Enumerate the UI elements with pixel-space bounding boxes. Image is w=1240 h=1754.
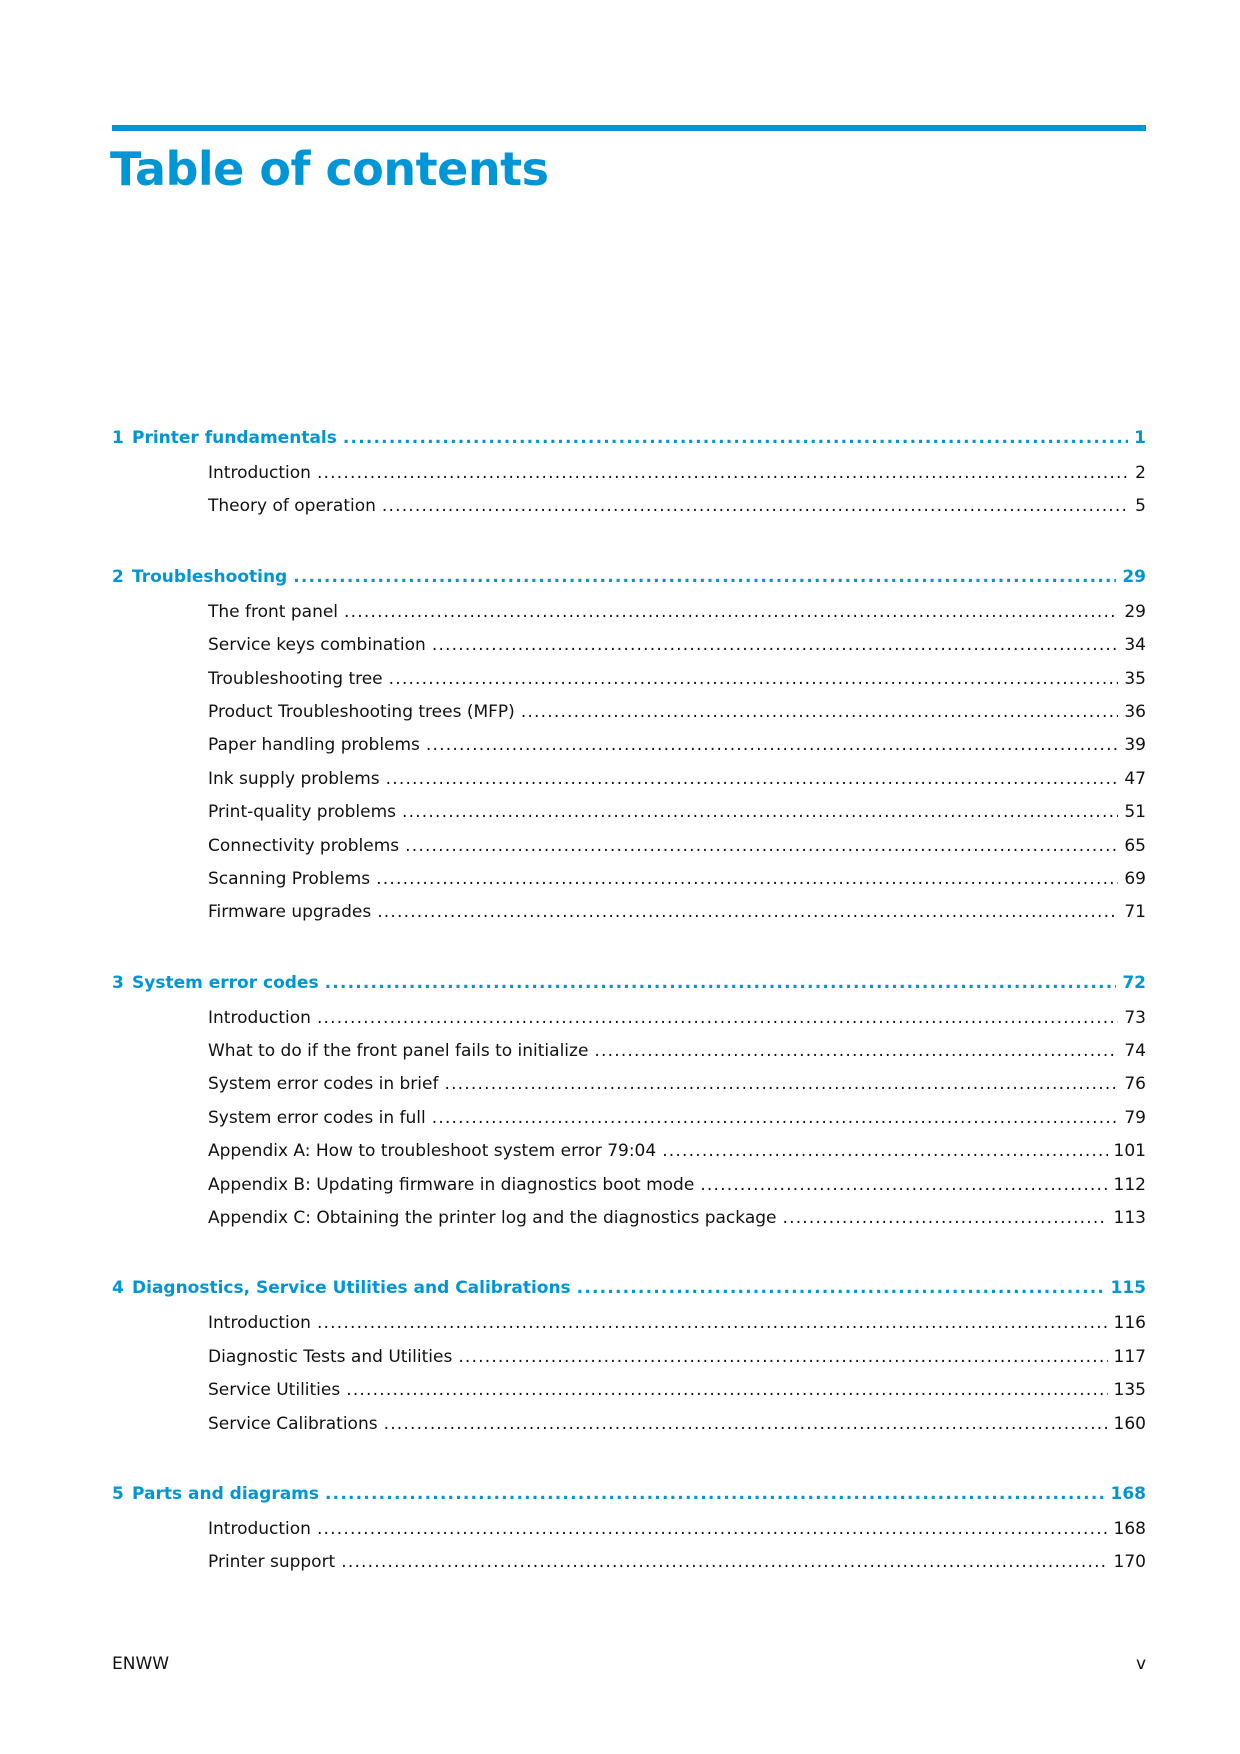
toc-section-page: 135	[1113, 1380, 1146, 1401]
toc-chapter-title-text: System error codes	[132, 972, 319, 993]
toc-section-title: Print-quality problems	[208, 802, 396, 823]
toc-section-link[interactable]	[112, 1347, 1146, 1380]
toc-chapter-page: 72	[1122, 972, 1146, 993]
dot-leader	[377, 902, 1118, 922]
toc-section-title: Service Utilities	[208, 1380, 341, 1401]
toc-section-link[interactable]	[112, 1108, 1146, 1141]
toc-section-title: Firmware upgrades	[208, 902, 372, 923]
toc-section-page: 116	[1113, 1313, 1146, 1334]
dot-leader	[426, 735, 1118, 755]
dot-leader	[432, 635, 1119, 655]
dot-leader	[382, 496, 1129, 516]
toc-section-page: 34	[1124, 635, 1146, 656]
toc-section-page: 71	[1124, 902, 1146, 923]
toc-chapter-number: 2	[112, 566, 124, 587]
toc-section-page: 35	[1124, 668, 1146, 689]
toc-chapter-page: 1	[1134, 428, 1146, 448]
toc-chapter-page: 115	[1110, 1278, 1146, 1299]
toc-chapter-title-text: Parts and diagrams	[132, 1483, 320, 1504]
toc-section-link[interactable]	[112, 1208, 1146, 1241]
toc-section-link[interactable]	[112, 602, 1146, 635]
toc-section-page: 112	[1113, 1174, 1146, 1195]
toc-section-page: 47	[1124, 768, 1146, 789]
toc-section-link[interactable]	[112, 496, 1146, 529]
dot-leader	[325, 973, 1117, 993]
toc-section-link[interactable]	[112, 902, 1146, 935]
toc-section-link[interactable]	[112, 1380, 1146, 1413]
title-rule	[112, 125, 1146, 131]
toc-section-title: Service Calibrations	[208, 1413, 378, 1434]
toc-chapter	[112, 1278, 1146, 1447]
toc-section-link[interactable]	[112, 869, 1146, 902]
toc-section-link[interactable]	[112, 1008, 1146, 1041]
toc-chapter	[112, 1484, 1146, 1586]
toc-section-page: 73	[1124, 1007, 1146, 1028]
dot-leader	[594, 1041, 1118, 1061]
toc-chapter-title-text: Troubleshooting	[132, 566, 288, 587]
dot-leader	[432, 1108, 1119, 1128]
toc-section-page: 76	[1124, 1074, 1146, 1095]
dot-leader	[384, 1414, 1108, 1434]
dot-leader	[783, 1208, 1108, 1228]
toc-section-page: 5	[1135, 496, 1146, 517]
dot-leader	[317, 463, 1129, 483]
toc-section-title: Scanning Problems	[208, 868, 371, 889]
toc-chapter-number: 1	[112, 428, 124, 448]
toc-chapter-number: 5	[112, 1483, 124, 1504]
toc-section-page: 170	[1113, 1552, 1146, 1573]
toc-section-page: 101	[1113, 1141, 1146, 1162]
footer-doc-code: ENWW	[112, 1654, 170, 1674]
dot-leader	[317, 1519, 1108, 1539]
toc-chapter-link[interactable]	[112, 1484, 1146, 1519]
toc-section-link[interactable]	[112, 635, 1146, 668]
toc-chapter-title	[112, 1278, 571, 1298]
toc-section-link[interactable]	[112, 836, 1146, 869]
toc-section-page: 36	[1124, 701, 1146, 722]
toc-chapter-page: 168	[1110, 1483, 1146, 1504]
dot-leader	[458, 1347, 1107, 1367]
toc-section-link[interactable]	[112, 1074, 1146, 1107]
dot-leader	[317, 1008, 1118, 1028]
toc-section-title: Introduction	[208, 1007, 311, 1028]
toc-section-page: 117	[1113, 1346, 1146, 1367]
toc-section-link[interactable]	[112, 1313, 1146, 1346]
toc-section-title: Theory of operation	[208, 496, 376, 517]
toc-chapter-link[interactable]	[112, 428, 1146, 463]
toc-section-title: Ink supply problems	[208, 768, 380, 789]
page-title: Table of contents	[110, 142, 549, 196]
toc-section-link[interactable]	[112, 1552, 1146, 1585]
toc-section-title: Appendix A: How to troubleshoot system error 79:04	[208, 1141, 657, 1162]
toc-section-page: 69	[1124, 868, 1146, 889]
toc-section-page: 2	[1135, 463, 1146, 483]
dot-leader	[317, 1313, 1108, 1333]
dot-leader	[662, 1141, 1107, 1161]
dot-leader	[389, 669, 1119, 689]
toc-section-link[interactable]	[112, 463, 1146, 496]
toc-section-link[interactable]	[112, 735, 1146, 768]
toc-section-link[interactable]	[112, 1519, 1146, 1552]
toc-section-title: Connectivity problems	[208, 835, 400, 856]
toc-chapter	[112, 973, 1146, 1242]
dot-leader	[346, 1380, 1107, 1400]
toc-chapter-title	[112, 1484, 319, 1504]
dot-leader	[376, 869, 1118, 889]
toc-chapter	[112, 428, 1146, 530]
dot-leader	[577, 1278, 1105, 1298]
dot-leader	[341, 1552, 1107, 1572]
dot-leader	[344, 602, 1118, 622]
toc-chapter-page: 29	[1122, 566, 1146, 587]
toc-chapter-link[interactable]	[112, 567, 1146, 602]
toc-section-title: The front panel	[208, 601, 339, 622]
toc-section-title: Paper handling problems	[208, 735, 420, 756]
toc-section-page: 168	[1113, 1518, 1146, 1539]
table-of-contents	[112, 428, 1146, 1623]
toc-section-title: What to do if the front panel fails to initialize	[208, 1041, 589, 1062]
toc-chapter-title	[112, 973, 319, 993]
dot-leader	[386, 769, 1119, 789]
dot-leader	[700, 1175, 1107, 1195]
toc-section-page: 113	[1113, 1208, 1146, 1229]
toc-section-title: Introduction	[208, 1313, 311, 1334]
toc-chapter-title	[112, 428, 337, 448]
toc-chapter-link[interactable]	[112, 973, 1146, 1008]
toc-section-page: 160	[1113, 1413, 1146, 1434]
toc-section-page: 65	[1124, 835, 1146, 856]
toc-section-page: 51	[1124, 802, 1146, 823]
toc-section-link[interactable]	[112, 802, 1146, 835]
toc-chapter-title	[112, 567, 287, 587]
toc-section-title: Printer support	[208, 1552, 336, 1573]
dot-leader	[405, 836, 1118, 856]
dot-leader	[444, 1074, 1118, 1094]
toc-section-title: Diagnostic Tests and Utilities	[208, 1346, 453, 1367]
toc-chapter	[112, 567, 1146, 936]
toc-section-title: Appendix B: Updating firmware in diagnostics boot mode	[208, 1174, 695, 1195]
toc-section-link[interactable]	[112, 1414, 1146, 1447]
toc-section-title: Introduction	[208, 463, 311, 483]
toc-section-link[interactable]	[112, 702, 1146, 735]
toc-chapter-link[interactable]	[112, 1278, 1146, 1313]
toc-section-title: Product Troubleshooting trees (MFP)	[208, 701, 515, 722]
toc-section-title: Service keys combination	[208, 635, 426, 656]
toc-section-page: 39	[1124, 735, 1146, 756]
dot-leader	[325, 1484, 1104, 1504]
dot-leader	[521, 702, 1119, 722]
toc-section-link[interactable]	[112, 1041, 1146, 1074]
toc-section-link[interactable]	[112, 669, 1146, 702]
toc-section-page: 79	[1124, 1107, 1146, 1128]
toc-section-link[interactable]	[112, 1141, 1146, 1174]
toc-section-page: 74	[1124, 1041, 1146, 1062]
dot-leader	[343, 428, 1128, 448]
toc-section-link[interactable]	[112, 1175, 1146, 1208]
toc-chapter-number: 4	[112, 1278, 124, 1299]
toc-section-title: Troubleshooting tree	[208, 668, 383, 689]
toc-chapter-title-text: Printer fundamentals	[132, 428, 337, 448]
toc-section-title: Appendix C: Obtaining the printer log and the diagnostics package	[208, 1208, 777, 1229]
toc-section-title: System error codes in brief	[208, 1074, 439, 1095]
toc-section-title: System error codes in full	[208, 1107, 426, 1128]
dot-leader	[402, 802, 1118, 822]
toc-chapter-title-text: Diagnostics, Service Utilities and Calibrations	[132, 1278, 571, 1299]
dot-leader	[293, 567, 1116, 587]
toc-section-page: 29	[1124, 601, 1146, 622]
toc-section-link[interactable]	[112, 769, 1146, 802]
toc-chapter-number: 3	[112, 972, 124, 993]
footer-page-number: v	[1135, 1654, 1146, 1674]
toc-section-title: Introduction	[208, 1518, 311, 1539]
